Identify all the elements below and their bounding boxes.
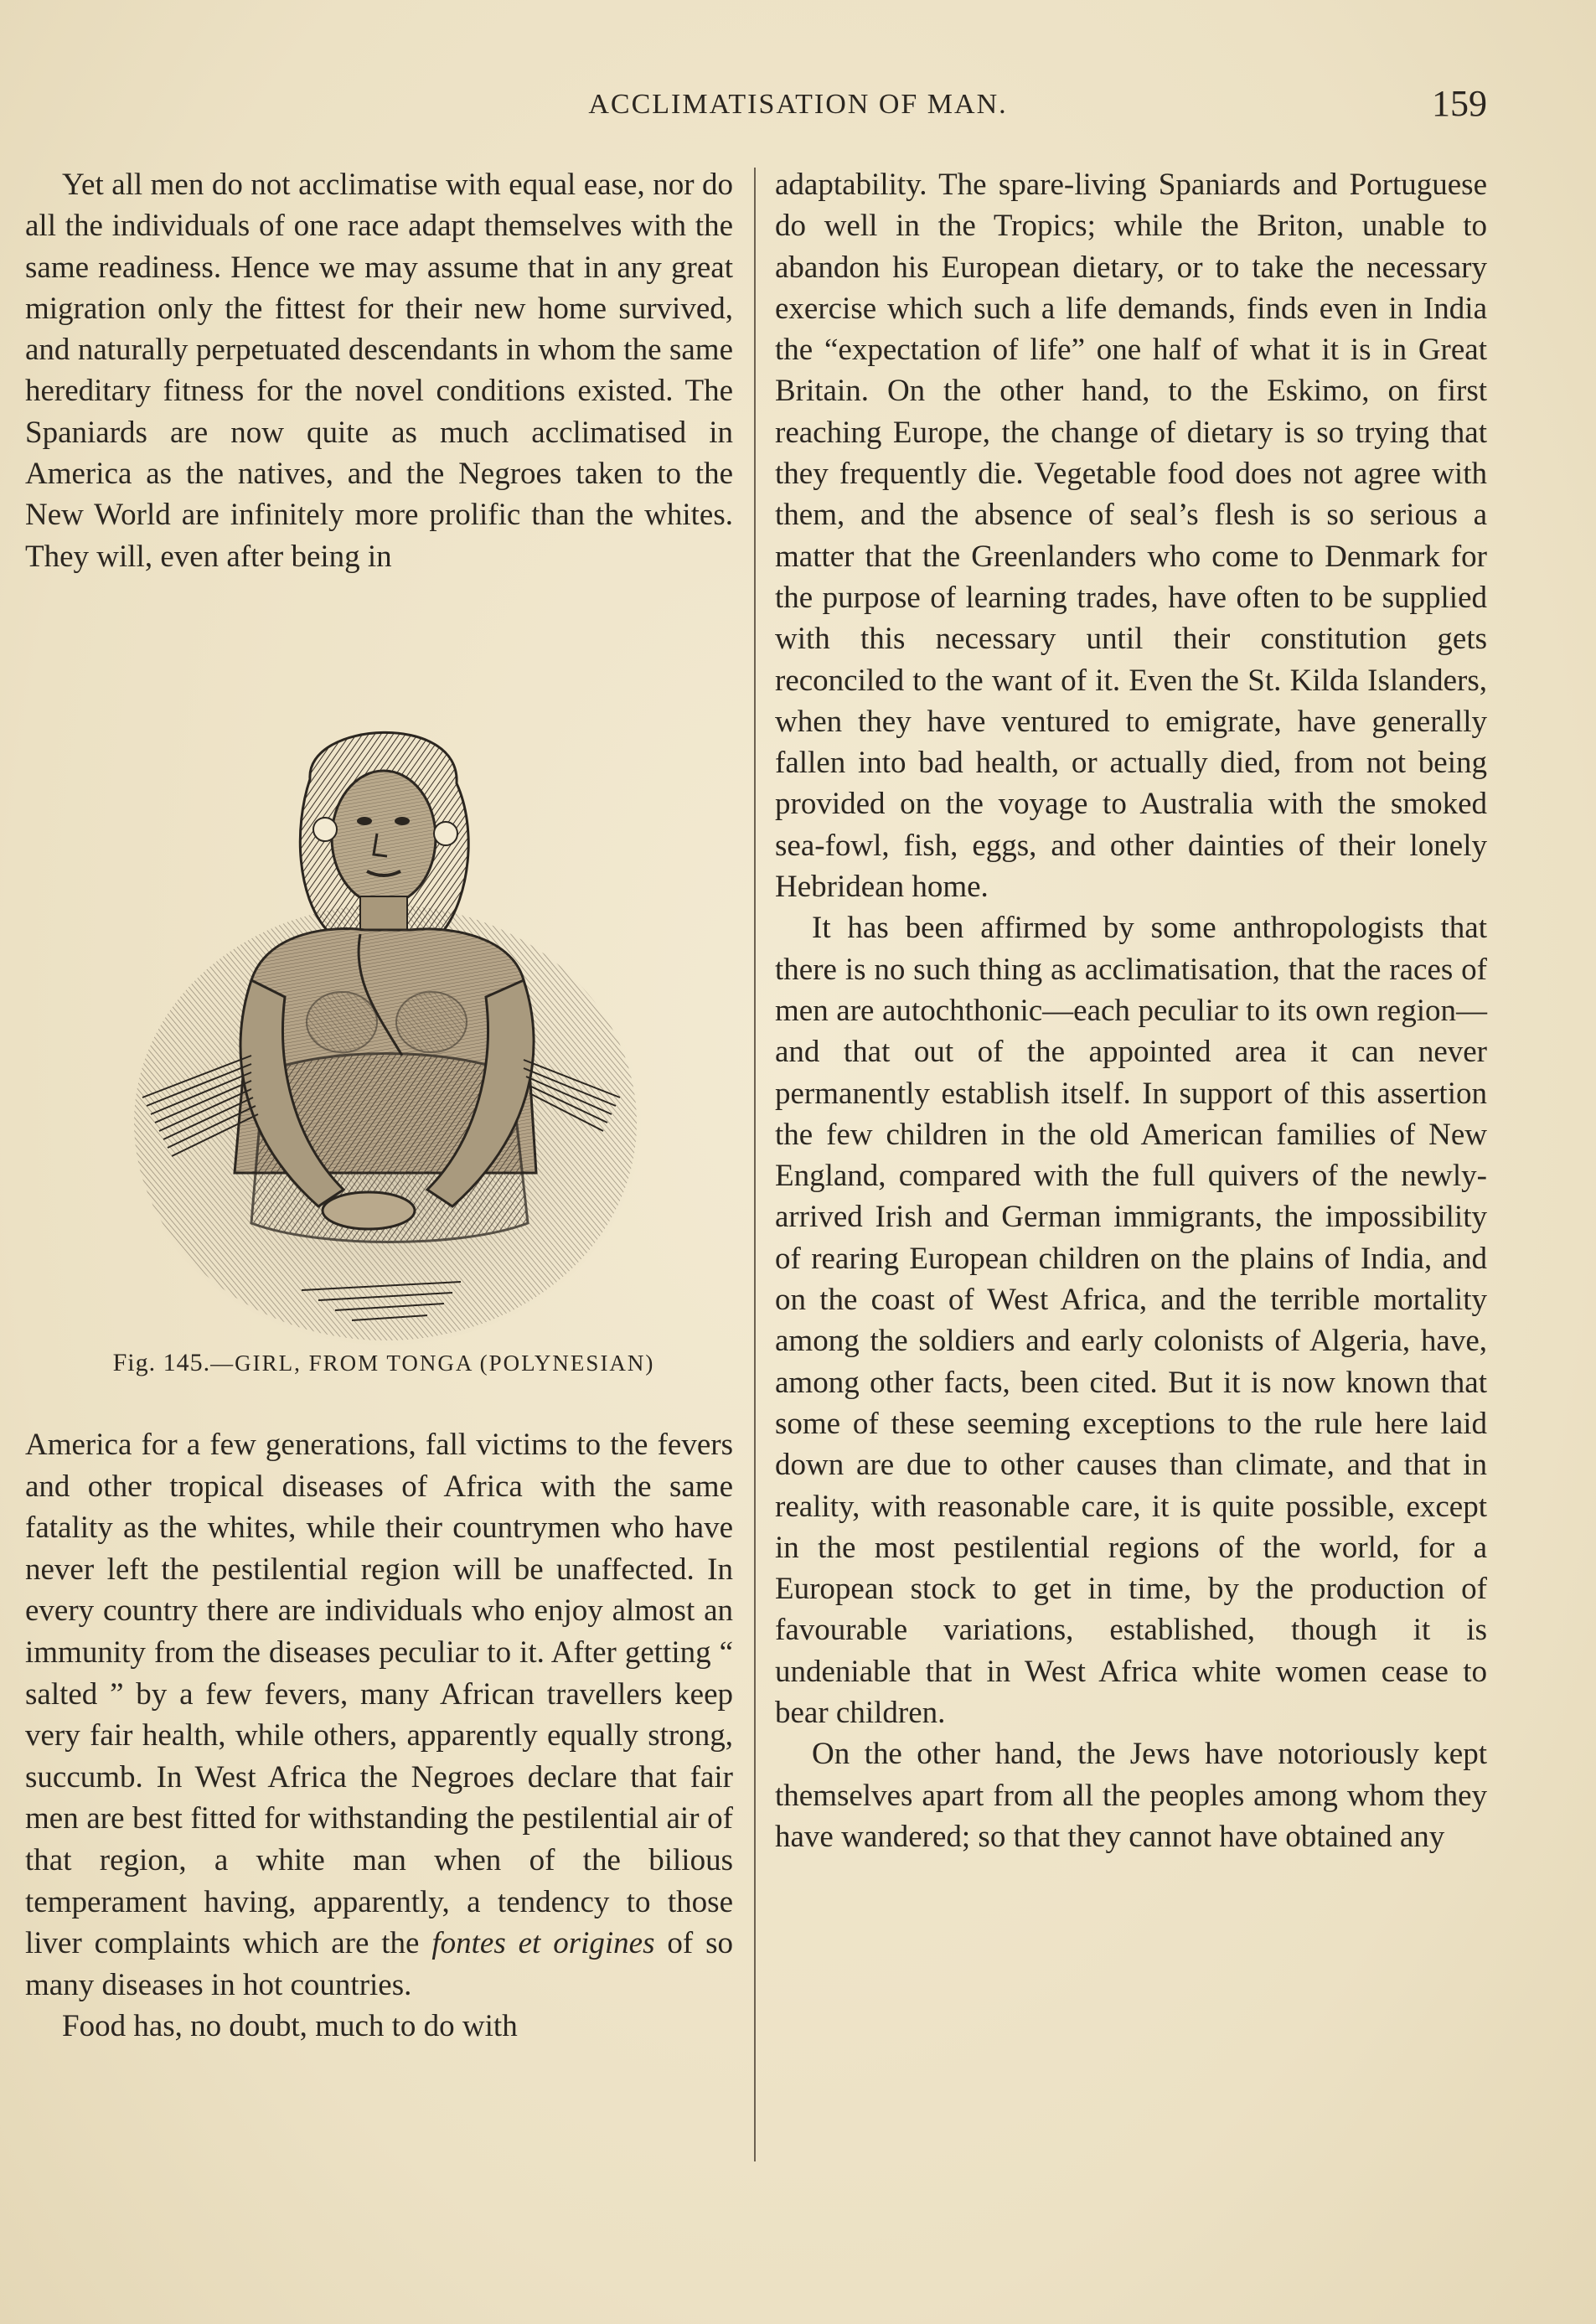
engraving-illustration: [126, 704, 645, 1349]
left-column-continuation: [25, 1424, 733, 2048]
figure-caption-text: —GIRL, FROM TONGA (POLYNESIAN): [210, 1351, 655, 1376]
engraving-girl-from-tonga: [126, 704, 645, 1349]
right-paragraph-3: On the other hand, the Jews have notoriously kept themselves apart from all the peoples among whom they have wandered; so that they cannot have obtained any: [775, 1737, 1487, 1854]
continuation-text: America for a few generations, fall victims to the fevers and other tropical diseases of Africa with the same fatality as the whites, while their countrymen who have never left the pestilential region will be unaffected. In every country there are individuals who enjoy almost an immunity from the diseases peculiar to it. After getting “ salted ” by a few fevers, many African travellers keep very fair health, while others, apparently equally strong, succumb. In West Africa the Negroes declare that fair men are best fitted for withstanding the pestilential air of that region, a white man when of the bilious temperament having, apparently, a tendency to those liver complaints which are the: [25, 1428, 733, 1961]
column-rule: [754, 168, 756, 2161]
right-paragraph-2: It has been affirmed by some anthropologists that there is no such thing as acclimatisation, that the races of men are autochthonic—each peculiar to its own region—and that out of the appointed area it can never permanently establish itself. In support of this assertion the few children in the old American families of New England, compared with the full quivers of the newly-arrived Irish and German immigrants, the impossibility of rearing European children on the plains of India, and on the coast of West Africa, and the terrible mortality among the soldiers and early colonists of Algeria, have, among other facts, been cited. But it is now known that some of these seeming exceptions to the rule here laid down are due to other causes than climate, and that in reality, with reasonable care, it is quite possible, except in the most pestilential regions of the world, for a European stock to get in time, by the production of favourable variations, established, though it is undeniable that in West Africa white women cease to bear children.: [775, 911, 1487, 1730]
right-paragraph-1: adaptability. The spare-living Spaniards and Portuguese do well in the Tropics; while the Briton, unable to abandon his European dietary, or to take the necessary exercise which such a life demands, finds even in India the “expectation of life” one half of what it is in Great Britain. On the other hand, to the Eskimo, on first reaching Europe, the change of dietary is so trying that they frequently die. Vegetable food does not agree with them, and the absence of seal’s flesh is so serious a matter that the Greenlanders who come to Denmark for the purpose of learning trades, have often to be supplied with this necessary until their constitution gets reconciled to the want of it. Even the St. Kilda Islanders, when they have ventured to emigrate, have generally fallen into bad health, or actually died, from not being provided on the voyage to Australia with the smoked sea-fowl, fish, eggs, and other dainties of their lonely Hebridean home.: [775, 168, 1487, 905]
left-top-paragraph: Yet all men do not acclimatise with equal ease, nor do all the individuals of one race adapt themselves with the same readiness. Hence we may assume that in any great migration only the fittest for their new home survived, and naturally perpetuated descendants in whom the same hereditary fitness for the novel conditions existed. The Spaniards are now quite as much acclimatised in America as the natives, and the Negroes taken to the New World are infinitely more prolific than the whites. They will, even after being in: [25, 168, 733, 574]
right-column: [775, 164, 1487, 1857]
left-continuation-paragraph: [25, 1424, 733, 2006]
figure-caption-label: Fig. 145.: [112, 1349, 211, 1376]
latin-phrase: fontes et origines: [431, 1926, 655, 1961]
running-title: ACCLIMATISATION OF MAN.: [588, 89, 1008, 120]
page-header: [0, 82, 1596, 132]
figure-caption: [90, 1349, 677, 1377]
page-number: 159: [1432, 83, 1487, 124]
left-column: [25, 164, 733, 577]
continuation-end: of so many diseases in hot countries.: [25, 1926, 733, 2002]
left-last-paragraph: Food has, no doubt, much to do with: [62, 2009, 518, 2044]
